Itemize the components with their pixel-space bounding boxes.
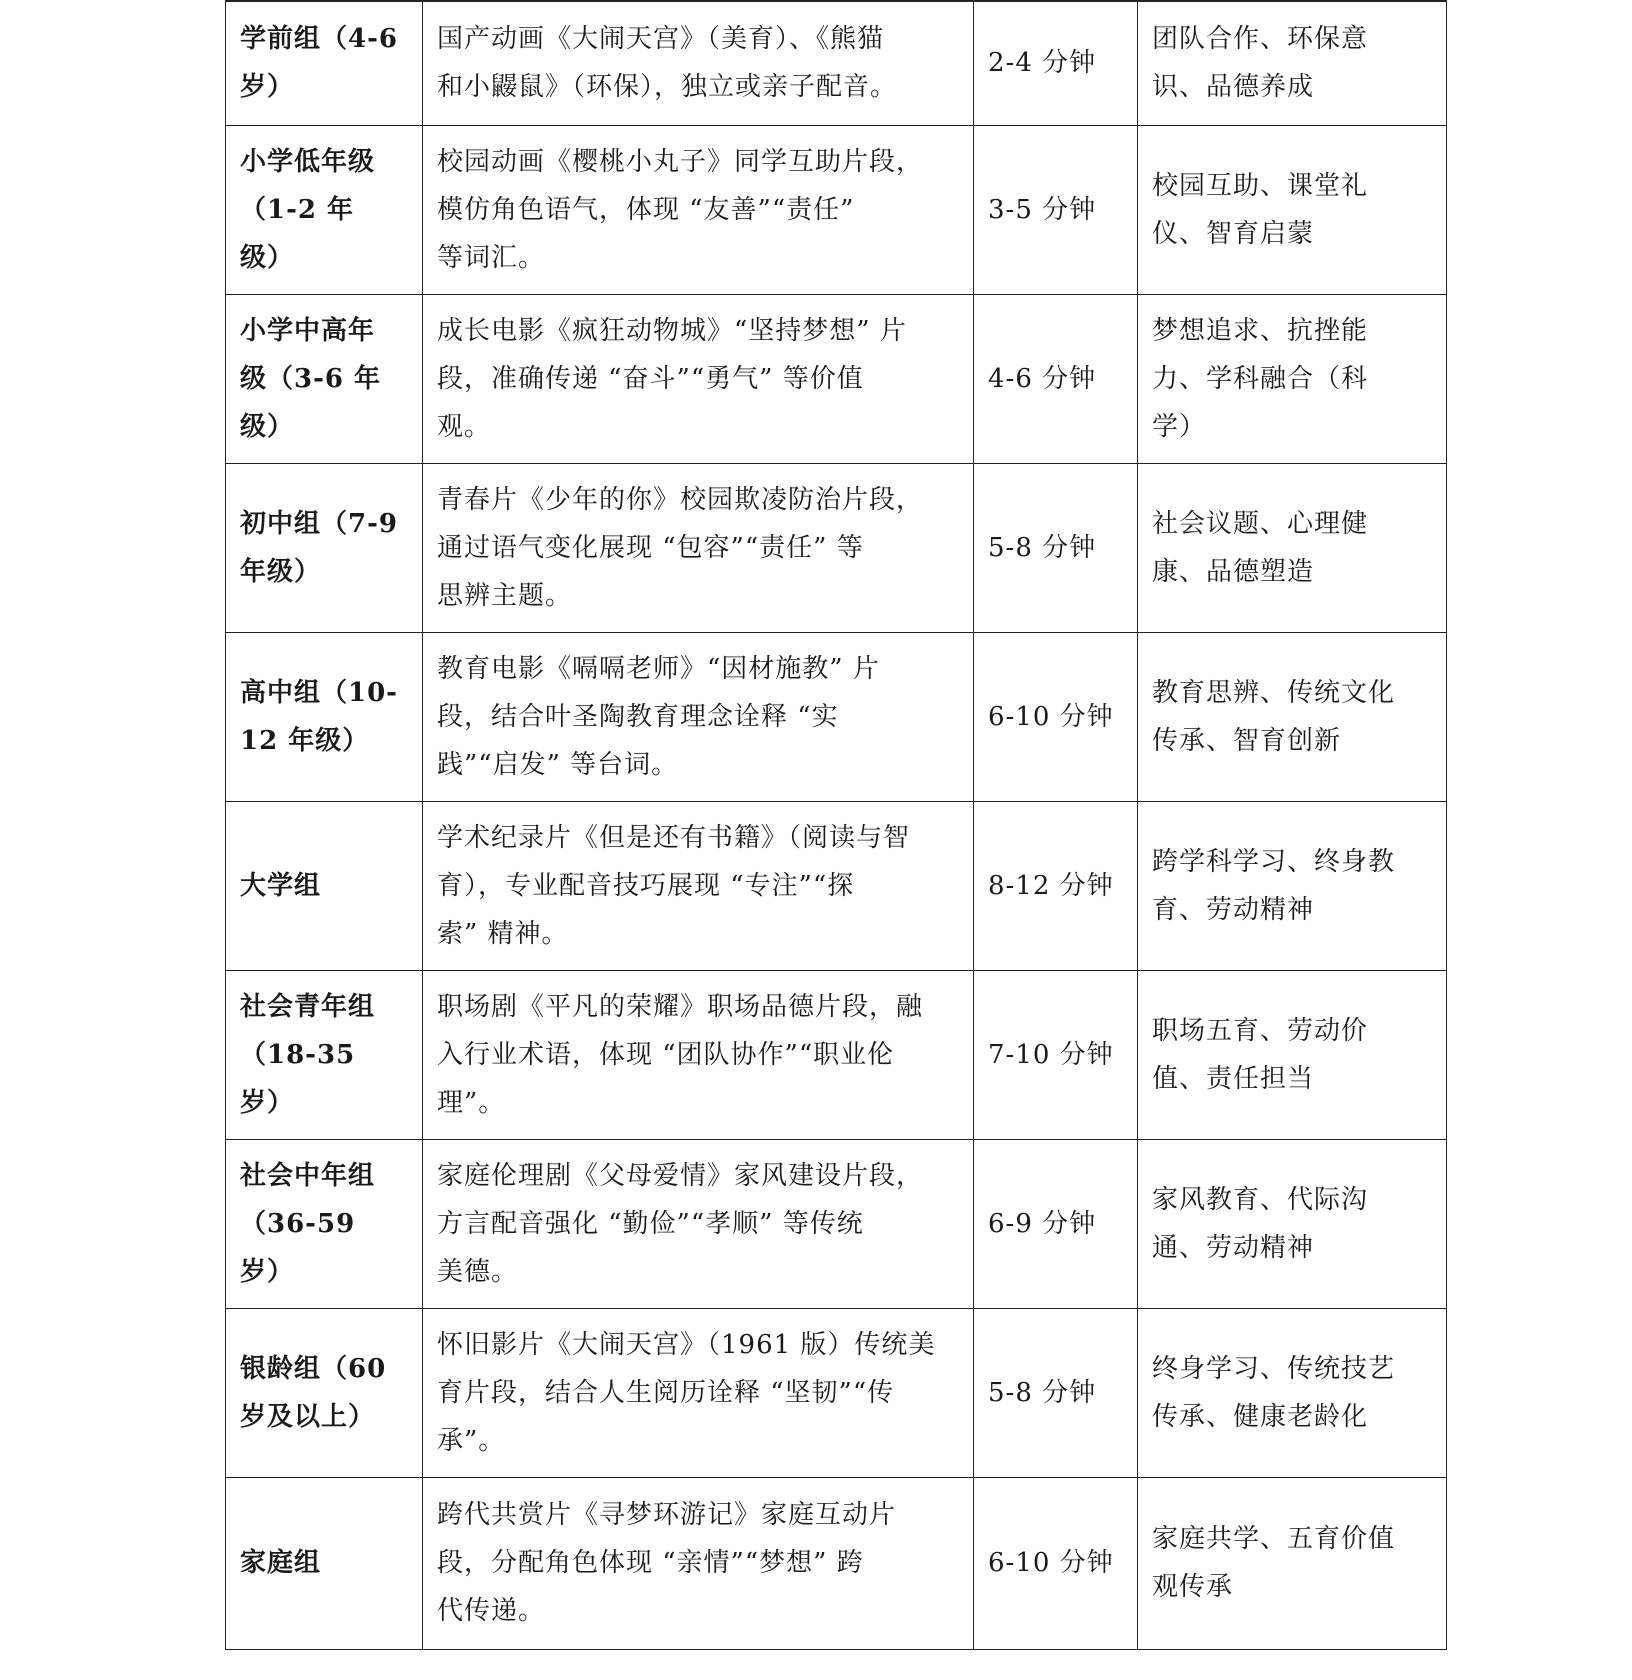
focus-cell [1138, 1139, 1447, 1308]
group-label: 大学组 [240, 870, 322, 901]
group-cell [226, 294, 423, 463]
table-row [226, 1308, 1447, 1477]
duration-cell [974, 632, 1138, 801]
content-text: 校园动画《樱桃小丸子》同学互助片段， 模仿角色语气，体现 “友善”“责任” 等词汇。 [437, 146, 924, 273]
duration-text: 6-10 分钟 [988, 701, 1114, 732]
focus-cell [1138, 970, 1447, 1139]
content-cell [423, 294, 974, 463]
table-row [226, 1, 1447, 125]
duration-text: 6-10 分钟 [988, 1548, 1114, 1578]
content-cell [423, 970, 974, 1139]
focus-text: 校园互助、课堂礼 仪、智育启蒙 [1152, 170, 1369, 249]
focus-text: 家风教育、代际沟 通、劳动精神 [1152, 1184, 1369, 1263]
duration-text: 5-8 分钟 [988, 1377, 1097, 1408]
focus-text: 职场五育、劳动价 值、责任担当 [1152, 1015, 1369, 1094]
content-text: 学术纪录片《但是还有书籍》（阅读与智 育），专业配音技巧展现 “专注”“探 索” 精神。 [437, 822, 911, 949]
duration-cell [974, 1139, 1138, 1308]
duration-cell [974, 970, 1138, 1139]
duration-cell [974, 1477, 1138, 1649]
group-label: 小学中高年 级（3-6 年 级） [240, 315, 382, 442]
group-cell [226, 1308, 423, 1477]
table-row [226, 970, 1447, 1139]
group-label: 学前组（4-6 岁） [240, 24, 398, 103]
group-cell [226, 1, 423, 125]
focus-cell [1138, 632, 1447, 801]
focus-text: 梦想追求、抗挫能 力、学科融合（科 学） [1152, 315, 1369, 442]
content-cell [423, 1308, 974, 1477]
duration-cell [974, 1308, 1138, 1477]
content-text: 教育电影《嗝嗝老师》“因材施教” 片 段，结合叶圣陶教育理念诠释 “实 践”“启发” 等台词。 [437, 653, 880, 780]
content-cell [423, 632, 974, 801]
table-row [226, 463, 1447, 632]
table-row [226, 632, 1447, 801]
focus-text: 家庭共学、五育价值 观传承 [1152, 1524, 1396, 1602]
group-label: 初中组（7-9 年级） [240, 508, 398, 587]
group-cell [226, 1477, 423, 1649]
content-cell [423, 1, 974, 125]
group-label: 小学低年级 （1-2 年 级） [240, 146, 376, 273]
group-cell [226, 801, 423, 970]
content-cell [423, 125, 974, 294]
focus-text: 终身学习、传统技艺 传承、健康老龄化 [1152, 1353, 1396, 1432]
content-text: 国产动画《大闹天宫》（美育）、《熊猫 和小鼹鼠》（环保），独立或亲子配音。 [437, 24, 898, 103]
duration-cell [974, 801, 1138, 970]
table-row [226, 801, 1447, 970]
content-cell [423, 801, 974, 970]
content-cell [423, 1139, 974, 1308]
duration-cell [974, 463, 1138, 632]
focus-text: 团队合作、环保意 识、品德养成 [1152, 24, 1369, 103]
duration-text: 8-12 分钟 [988, 870, 1114, 901]
content-cell [423, 463, 974, 632]
focus-text: 教育思辨、传统文化 传承、智育创新 [1152, 677, 1396, 756]
duration-text: 4-6 分钟 [988, 363, 1097, 394]
group-cell [226, 463, 423, 632]
focus-cell [1138, 1308, 1447, 1477]
duration-cell [974, 1, 1138, 125]
focus-text: 跨学科学习、终身教 育、劳动精神 [1152, 846, 1396, 925]
content-text: 家庭伦理剧《父母爱情》家风建设片段， 方言配音强化 “勤俭”“孝顺” 等传统 美德。 [437, 1160, 924, 1287]
table-row [226, 294, 1447, 463]
duration-text: 6-9 分钟 [988, 1208, 1097, 1239]
content-text: 青春片《少年的你》校园欺凌防治片段， 通过语气变化展现 “包容”“责任” 等 思辨主题。 [437, 484, 924, 611]
group-label: 银龄组（60 岁及以上） [240, 1353, 387, 1432]
focus-cell [1138, 294, 1447, 463]
focus-cell [1138, 125, 1447, 294]
content-text: 怀旧影片《大闹天宫》（1961 版）传统美 育片段，结合人生阅历诠释 “坚韧”“传 承”。 [437, 1329, 936, 1456]
focus-cell [1138, 463, 1447, 632]
content-cell [423, 1477, 974, 1649]
duration-cell [974, 125, 1138, 294]
duration-text: 3-5 分钟 [988, 194, 1097, 225]
group-cell [226, 632, 423, 801]
content-text: 职场剧《平凡的荣耀》职场品德片段，融 入行业术语，体现 “团队协作”“职业伦 理”。 [437, 991, 924, 1118]
duration-text: 2-4 分钟 [988, 48, 1097, 79]
group-cell [226, 125, 423, 294]
group-label: 家庭组 [240, 1548, 322, 1578]
content-text: 成长电影《疯狂动物城》“坚持梦想” 片 段，准确传递 “奋斗”“勇气” 等价值 观。 [437, 315, 907, 442]
table-row [226, 125, 1447, 294]
program-table-container [225, 0, 1446, 1677]
focus-cell [1138, 1477, 1447, 1649]
program-table [225, 0, 1447, 1650]
duration-cell [974, 294, 1138, 463]
program-table-body [226, 1, 1447, 1649]
duration-text: 5-8 分钟 [988, 532, 1097, 563]
group-label: 社会中年组 （36-59 岁） [240, 1160, 376, 1287]
focus-cell [1138, 801, 1447, 970]
content-text: 跨代共赏片《寻梦环游记》家庭互动片 段，分配角色体现 “亲情”“梦想” 跨 代传递。 [437, 1500, 897, 1626]
duration-text: 7-10 分钟 [988, 1039, 1114, 1070]
group-cell [226, 1139, 423, 1308]
table-row [226, 1139, 1447, 1308]
group-label: 社会青年组 （18-35 岁） [240, 991, 376, 1118]
group-label: 高中组（10- 12 年级） [240, 677, 398, 756]
focus-cell [1138, 1, 1447, 125]
group-cell [226, 970, 423, 1139]
table-row [226, 1477, 1447, 1649]
focus-text: 社会议题、心理健 康、品德塑造 [1152, 508, 1369, 587]
